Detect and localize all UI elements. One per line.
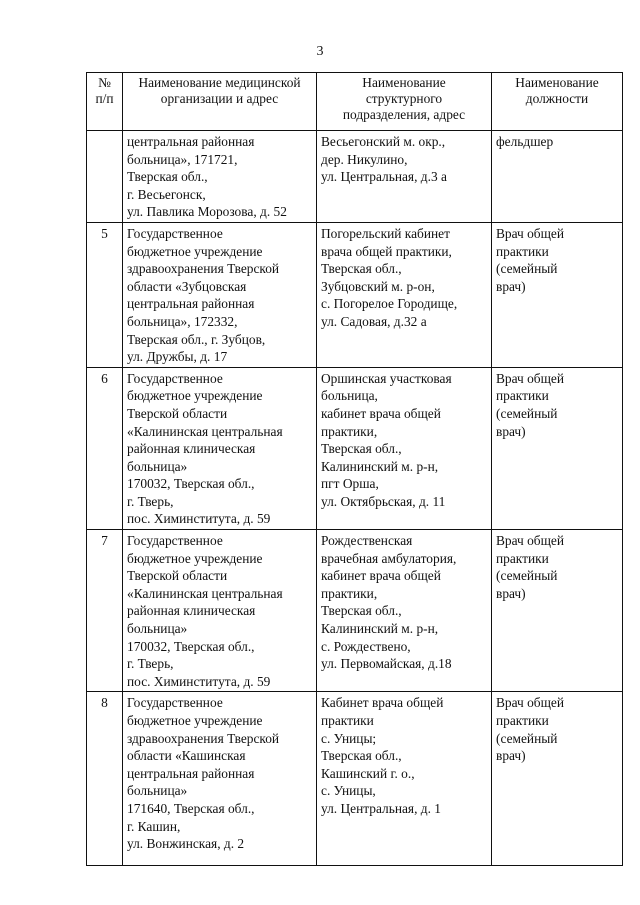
cell-line: Погорельский кабинет xyxy=(321,225,450,241)
row-unit xyxy=(317,131,492,223)
cell-line: врач) xyxy=(496,748,526,764)
row-organization xyxy=(123,530,317,692)
table-row xyxy=(87,692,623,866)
cell-line: Наименование медицинской xyxy=(138,75,301,90)
cell-line: Врач общей xyxy=(496,695,565,711)
table-row xyxy=(87,222,623,367)
cell-line: кабинет врача общей xyxy=(321,568,441,584)
row-organization xyxy=(123,222,317,367)
cell-line: г. Тверь, xyxy=(127,493,174,509)
table-row xyxy=(87,530,623,692)
cell-line: структурного xyxy=(365,91,443,106)
cell-line: практики, xyxy=(321,423,378,439)
cell-line: (семейный xyxy=(496,568,558,584)
cell-line: пгт Орша, xyxy=(321,476,379,492)
table-row xyxy=(87,131,623,223)
row-unit xyxy=(317,692,492,866)
cell-line: больница», 171721, xyxy=(127,151,238,167)
row-number: 5 xyxy=(87,222,123,367)
cell-line: ул. Садовая, д.32 а xyxy=(321,313,427,329)
row-number xyxy=(87,131,123,223)
cell-line: больница» xyxy=(127,458,188,474)
cell-line: дер. Никулино, xyxy=(321,151,408,167)
cell-line: Калининский м. р-н, xyxy=(321,458,439,474)
cell-line: г. Тверь, xyxy=(127,656,174,672)
cell-line: практики xyxy=(321,713,374,728)
cell-line: Тверская обл., xyxy=(321,261,402,277)
cell-line: центральная районная xyxy=(127,296,255,312)
cell-line: Государственное xyxy=(127,370,223,386)
row-number: 8 xyxy=(87,692,123,866)
row-unit xyxy=(317,367,492,529)
cell-line: Тверская обл., г. Зубцов, xyxy=(127,331,266,347)
table-row xyxy=(87,367,623,529)
cell-line: области «Зубцовская xyxy=(127,278,247,294)
header-position xyxy=(492,73,623,131)
cell-line: г. Кашин, xyxy=(127,818,181,834)
cell-line: здравоохранения Тверской xyxy=(127,261,280,277)
header-num xyxy=(87,73,123,131)
cell-line: бюджетное учреждение xyxy=(127,243,263,259)
cell-line: Государственное xyxy=(127,225,223,241)
cell-line: (семейный xyxy=(496,405,558,421)
cell-line: «Калининская центральная xyxy=(127,585,283,601)
page-number: 3 xyxy=(316,44,324,59)
row-position xyxy=(492,131,623,223)
cell-line: бюджетное учреждение xyxy=(127,550,263,566)
cell-line: Рождественская xyxy=(321,533,413,549)
cell-line: Тверская обл., xyxy=(321,748,402,764)
cell-line: 170032, Тверская обл., xyxy=(127,638,255,654)
cell-line: ул. Центральная, д. 1 xyxy=(321,800,441,816)
cell-line: Калининский м. р-н, xyxy=(321,621,439,637)
cell-line: Врач общей xyxy=(496,370,565,386)
row-organization xyxy=(123,692,317,866)
cell-line: п/п xyxy=(95,91,114,106)
cell-line: 171640, Тверская обл., xyxy=(127,800,255,816)
cell-line: Наименование xyxy=(362,75,446,90)
cell-line: Государственное xyxy=(127,695,223,711)
cell-line: Государственное xyxy=(127,533,223,549)
cell-line: практики, xyxy=(321,585,378,601)
cell-line: с. Рождествено, xyxy=(321,638,411,654)
row-unit xyxy=(317,222,492,367)
cell-line: ул. Дружбы, д. 17 xyxy=(127,349,228,365)
cell-line: больница» xyxy=(127,621,188,637)
row-number: 6 xyxy=(87,367,123,529)
cell-line: 170032, Тверская обл., xyxy=(127,476,255,492)
cell-line: «Калининская центральная xyxy=(127,423,283,439)
cell-line: должности xyxy=(525,91,589,106)
cell-line: с. Погорелое Городище, xyxy=(321,296,458,312)
cell-line: врач) xyxy=(496,423,526,439)
cell-line: врач) xyxy=(496,278,526,294)
row-position xyxy=(492,222,623,367)
row-position xyxy=(492,530,623,692)
cell-line: с. Уницы, xyxy=(321,783,376,799)
cell-line: практики xyxy=(496,243,549,259)
positions-table xyxy=(86,72,623,866)
cell-line: практики xyxy=(496,550,549,566)
row-number: 7 xyxy=(87,530,123,692)
cell-line: районная клиническая xyxy=(127,603,256,619)
cell-line: больница» xyxy=(127,783,188,799)
cell-line: Тверской области xyxy=(127,405,228,421)
cell-line: Кабинет врача общей xyxy=(321,695,444,711)
cell-line: больница, xyxy=(321,388,378,404)
cell-line: Тверская обл., xyxy=(321,603,402,619)
cell-line: бюджетное учреждение xyxy=(127,388,263,404)
cell-line: ул. Октябрьская, д. 11 xyxy=(321,493,446,509)
cell-line: врачебная амбулатория, xyxy=(321,550,457,566)
row-position xyxy=(492,692,623,866)
cell-line: области «Кашинская xyxy=(127,748,246,764)
cell-line: Кашинский г. о., xyxy=(321,765,415,781)
cell-line: центральная районная xyxy=(127,134,255,149)
cell-line: Тверская обл., xyxy=(321,441,402,457)
cell-line: (семейный xyxy=(496,261,558,277)
cell-line: районная клиническая xyxy=(127,441,256,457)
cell-line: Тверская обл., xyxy=(127,169,208,185)
cell-line: Зубцовский м. р-он, xyxy=(321,278,435,294)
cell-line: Весьегонский м. окр., xyxy=(321,134,446,149)
cell-line: пос. Химинститута, д. 59 xyxy=(127,511,271,527)
cell-line: подразделения, адрес xyxy=(342,107,466,122)
cell-line: фельдшер xyxy=(496,134,554,149)
cell-line: врач) xyxy=(496,585,526,601)
cell-line: здравоохранения Тверской xyxy=(127,730,280,746)
cell-line: организации и адрес xyxy=(160,91,279,106)
cell-line: бюджетное учреждение xyxy=(127,713,263,728)
cell-line: пос. Химинститута, д. 59 xyxy=(127,673,271,689)
table-body xyxy=(87,131,623,866)
header-unit xyxy=(317,73,492,131)
cell-line: Врач общей xyxy=(496,533,565,549)
cell-line: г. Весьегонск, xyxy=(127,186,206,202)
cell-line: № xyxy=(98,75,111,90)
cell-line: ул. Павлика Морозова, д. 52 xyxy=(127,204,287,220)
cell-line: Наименование xyxy=(515,75,599,90)
table-header xyxy=(87,73,623,131)
cell-line: практики xyxy=(496,388,549,404)
cell-line: кабинет врача общей xyxy=(321,405,441,421)
cell-line: практики xyxy=(496,713,549,728)
cell-line: с. Уницы; xyxy=(321,730,377,746)
cell-line: (семейный xyxy=(496,730,558,746)
cell-line: Тверской области xyxy=(127,568,228,584)
cell-line: Оршинская участковая xyxy=(321,370,452,386)
cell-line: ул. Первомайская, д.18 xyxy=(321,656,452,672)
cell-line: центральная районная xyxy=(127,765,255,781)
cell-line: ул. Центральная, д.3 а xyxy=(321,169,447,185)
cell-line: больница», 172332, xyxy=(127,313,238,329)
header-org xyxy=(123,73,317,131)
row-position xyxy=(492,367,623,529)
row-unit xyxy=(317,530,492,692)
cell-line: Врач общей xyxy=(496,225,565,241)
cell-line: ул. Вонжинская, д. 2 xyxy=(127,836,245,852)
cell-line: врача общей практики, xyxy=(321,243,452,259)
row-organization xyxy=(123,131,317,223)
row-organization xyxy=(123,367,317,529)
